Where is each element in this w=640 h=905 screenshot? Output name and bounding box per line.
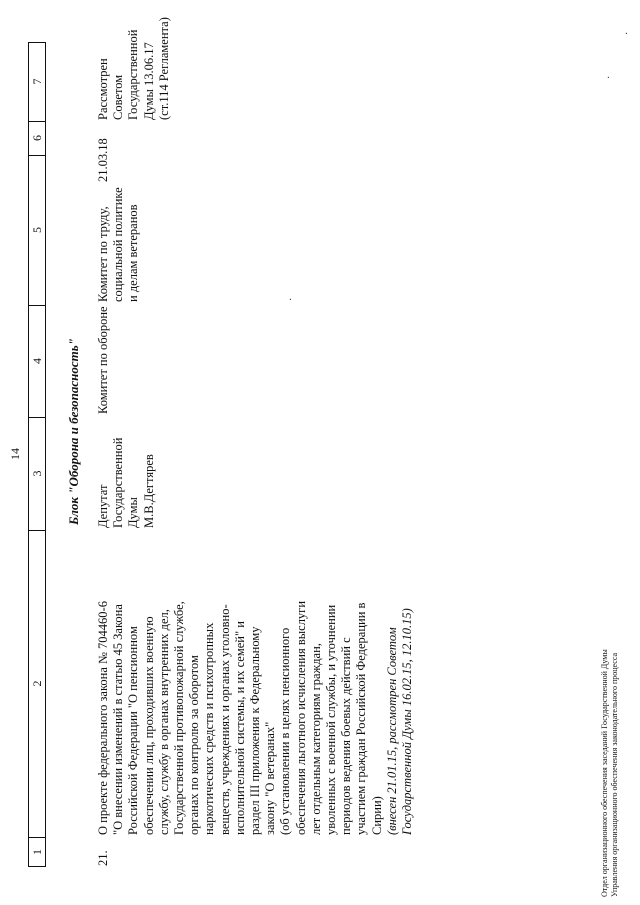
header-col-1: 1 <box>30 849 44 855</box>
responsible-committee: Комитет по обороне <box>96 306 110 414</box>
status-line: Рассмотрен <box>96 58 110 120</box>
bill-line: службу, службу в органах внутренних дел, <box>156 609 171 835</box>
bill-line: "О внесении изменений в статью 45 Закона <box>111 604 126 835</box>
header-col-5: 5 <box>29 155 45 306</box>
bill-line: исполнительной системы, и их семей" и <box>232 621 247 835</box>
header-col-4: 4 <box>29 305 45 418</box>
author-line: Государственной <box>111 437 126 528</box>
bill-line: Сирии) <box>369 796 384 835</box>
bill-line: Российской Федерации "О пенсионном <box>126 626 141 835</box>
section-title: Блок "Оборона и безопасность" <box>66 338 81 525</box>
bill-line: уволенных с военной службы, и уточнении <box>324 604 339 835</box>
bill-line: (об установлении в целях пенсионного <box>278 627 293 835</box>
bill-note-line: (внесен 21.01.15, рассмотрен Советом <box>384 627 399 835</box>
author-line: М.В.Дегтярев <box>141 454 156 528</box>
page-number: 14 <box>8 448 22 460</box>
bill-line: лет отдельным категориям граждан, <box>308 643 323 835</box>
committee-line: Комитет по труду, <box>96 206 110 302</box>
bill-line: веществ, учреждениях и органах уголовно- <box>217 604 232 835</box>
table-header-row <box>28 42 46 867</box>
header-col-7: 7 <box>29 42 45 122</box>
bill-line: органах по контролю за оборотом <box>187 655 202 835</box>
footer-line: Управления организационного обеспечения законодательного процесса <box>610 652 619 897</box>
bill-line: периодов ведения боевых действий с <box>339 637 354 835</box>
header-col-6: 6 <box>29 121 45 156</box>
row-number: 21. <box>96 850 110 866</box>
committee-line: социальной политике <box>111 187 126 302</box>
bill-line: раздел III приложения к Федеральному <box>248 626 263 835</box>
committee-line: и делам ветеранов <box>126 204 141 302</box>
document-footer <box>600 649 620 897</box>
consideration-date: 21.03.18 <box>96 138 110 182</box>
scan-speck: · <box>604 75 615 79</box>
scan-speck: · <box>622 31 633 35</box>
footer-line: Отдел организационного обеспечения заседаний Государственной Думы <box>600 649 609 897</box>
header-col-3: 3 <box>29 417 45 531</box>
bill-line: обеспечения льготного исчисления выслуги <box>293 600 308 835</box>
bill-line: Государственной противопожарной службе, <box>172 601 187 835</box>
author-line: Думы <box>126 497 141 528</box>
bill-line: О проекте федерального закона № 704460-6 <box>96 601 110 835</box>
bill-line: обеспечении лиц, проходивших военную <box>141 616 156 835</box>
status-line: (ст.114 Регламента) <box>156 17 171 120</box>
status-note <box>96 5 172 120</box>
header-col-2: 2 <box>29 530 45 838</box>
bill-note-line: Государственной Думы 16.02.15, 12.10.15) <box>400 608 415 835</box>
bill-line: закону "О ветеранах" <box>263 721 278 835</box>
author-line: Депутат <box>96 484 110 528</box>
status-line: Думы 13.06.17 <box>141 42 156 120</box>
bill-description <box>96 565 415 835</box>
bill-author <box>96 418 157 528</box>
bill-line: наркотических средств и психотропных <box>202 622 217 835</box>
status-line: Советом <box>111 74 126 120</box>
bill-line: участием граждан Российской Федерации в <box>354 602 369 835</box>
scan-speck: · <box>286 297 297 301</box>
status-line: Государственной <box>126 29 141 120</box>
